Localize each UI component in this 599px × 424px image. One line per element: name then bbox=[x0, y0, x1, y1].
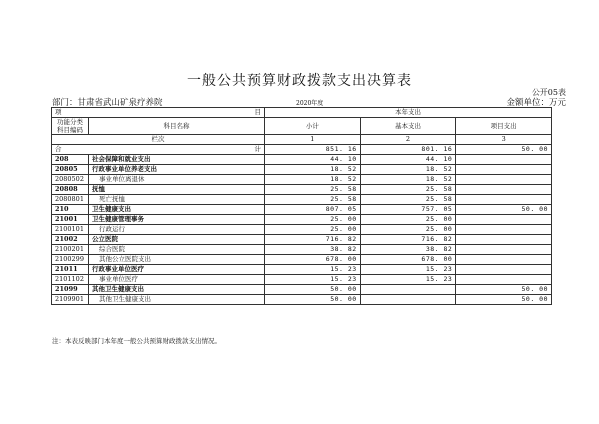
row-code: 20808 bbox=[52, 185, 89, 195]
year-label: 2020年度 bbox=[296, 100, 324, 107]
row-basic: 44. 10 bbox=[360, 155, 456, 165]
row-project bbox=[456, 225, 552, 235]
row-code: 2100101 bbox=[52, 225, 89, 235]
total-label-a: 合 bbox=[55, 145, 62, 153]
row-project: 50. 00 bbox=[456, 285, 552, 295]
row-basic bbox=[360, 285, 456, 295]
row-code: 21002 bbox=[52, 235, 89, 245]
total-label-cell bbox=[52, 145, 265, 155]
header-code-label-1: 功能分类 bbox=[56, 118, 83, 126]
row-subtotal: 25. 00 bbox=[265, 225, 361, 235]
row-basic: 757. 05 bbox=[360, 205, 456, 215]
row-name: 行政运行 bbox=[88, 225, 264, 235]
row-project bbox=[456, 275, 552, 285]
total-label-b: 计 bbox=[254, 145, 262, 153]
table-row bbox=[52, 245, 552, 255]
total-basic: 801. 16 bbox=[360, 145, 456, 155]
row-subtotal: 25. 00 bbox=[265, 215, 361, 225]
table-row bbox=[52, 215, 552, 225]
row-subtotal: 18. 52 bbox=[265, 165, 361, 175]
form-number: 公开05表 bbox=[531, 88, 566, 97]
table-row bbox=[52, 275, 552, 285]
row-project bbox=[456, 255, 552, 265]
row-basic: 25. 00 bbox=[360, 225, 456, 235]
total-subtotal: 851. 16 bbox=[265, 145, 361, 155]
row-code: 21099 bbox=[52, 285, 89, 295]
row-name: 卫生健康管理事务 bbox=[88, 215, 264, 225]
row-code: 21001 bbox=[52, 215, 89, 225]
row-code: 2109901 bbox=[52, 295, 89, 305]
table-row bbox=[52, 225, 552, 235]
row-name: 事业单位离退休 bbox=[88, 175, 264, 185]
table-row bbox=[52, 265, 552, 275]
row-basic: 18. 52 bbox=[360, 165, 456, 175]
row-name: 行政事业单位养老支出 bbox=[88, 165, 264, 175]
row-basic: 18. 52 bbox=[360, 175, 456, 185]
header-item: 项 bbox=[55, 108, 62, 116]
header-code-label-2: 科目编码 bbox=[56, 126, 83, 134]
row-project bbox=[456, 175, 552, 185]
row-subtotal: 50. 00 bbox=[265, 285, 361, 295]
row-project bbox=[456, 185, 552, 195]
department-label: 部门：甘肃省武山矿泉疗养院 bbox=[52, 98, 163, 108]
row-name: 其他卫生健康支出 bbox=[88, 285, 264, 295]
row-name: 行政事业单位医疗 bbox=[88, 265, 264, 275]
row-code: 208 bbox=[52, 155, 89, 165]
header-item-mark: 目 bbox=[254, 108, 262, 116]
row-subtotal: 25. 58 bbox=[265, 195, 361, 205]
header-row-2 bbox=[52, 118, 552, 135]
row-name: 死亡抚恤 bbox=[88, 195, 264, 205]
row-subtotal: 18. 52 bbox=[265, 175, 361, 185]
table-row bbox=[52, 185, 552, 195]
table-row bbox=[52, 195, 552, 205]
header-project: 项目支出 bbox=[456, 118, 552, 135]
row-project bbox=[456, 265, 552, 275]
row-code: 2080502 bbox=[52, 175, 89, 185]
row-basic: 15. 23 bbox=[360, 265, 456, 275]
unit-label: 金额单位：万元 bbox=[506, 98, 566, 108]
header-subtotal: 小计 bbox=[265, 118, 361, 135]
row-basic bbox=[360, 295, 456, 305]
table-row bbox=[52, 175, 552, 185]
table-row bbox=[52, 255, 552, 265]
row-name: 其他公立医院支出 bbox=[88, 255, 264, 265]
row-basic: 15. 23 bbox=[360, 275, 456, 285]
page-title: 一般公共预算财政拨款支出决算表 bbox=[187, 73, 412, 89]
table-row bbox=[52, 165, 552, 175]
row-code: 2100299 bbox=[52, 255, 89, 265]
row-subtotal: 716. 82 bbox=[265, 235, 361, 245]
row-project: 50. 00 bbox=[456, 205, 552, 215]
header-row-1 bbox=[52, 108, 552, 118]
row-code: 2101102 bbox=[52, 275, 89, 285]
total-project: 50. 00 bbox=[456, 145, 552, 155]
row-basic: 25. 58 bbox=[360, 195, 456, 205]
row-name: 综合医院 bbox=[88, 245, 264, 255]
row-name: 卫生健康支出 bbox=[88, 205, 264, 215]
row-subtotal: 678. 00 bbox=[265, 255, 361, 265]
footnote: 注：本表反映部门本年度一般公共预算财政拨款支出情况。 bbox=[52, 337, 221, 345]
header-item-cell bbox=[52, 108, 265, 118]
row-code: 2080801 bbox=[52, 195, 89, 205]
row-project bbox=[456, 165, 552, 175]
row-basic: 716. 82 bbox=[360, 235, 456, 245]
row-subtotal: 44. 10 bbox=[265, 155, 361, 165]
row-subtotal: 807. 05 bbox=[265, 205, 361, 215]
row-basic: 38. 82 bbox=[360, 245, 456, 255]
budget-table bbox=[51, 107, 552, 305]
table-row bbox=[52, 285, 552, 295]
row-name: 抚恤 bbox=[88, 185, 264, 195]
table-row bbox=[52, 295, 552, 305]
row-subtotal: 15. 23 bbox=[265, 275, 361, 285]
row-name: 其他卫生健康支出 bbox=[88, 295, 264, 305]
row-name: 事业单位医疗 bbox=[88, 275, 264, 285]
header-col-2: 2 bbox=[360, 135, 456, 145]
header-code-label bbox=[52, 118, 89, 135]
row-subtotal: 25. 58 bbox=[265, 185, 361, 195]
row-basic: 678. 00 bbox=[360, 255, 456, 265]
row-code: 21011 bbox=[52, 265, 89, 275]
header-basic: 基本支出 bbox=[360, 118, 456, 135]
row-project bbox=[456, 195, 552, 205]
row-subtotal: 50. 00 bbox=[265, 295, 361, 305]
row-project: 50. 00 bbox=[456, 295, 552, 305]
row-project bbox=[456, 245, 552, 255]
header-row-no: 栏次 bbox=[52, 135, 265, 145]
total-row bbox=[52, 145, 552, 155]
header-col-3: 3 bbox=[456, 135, 552, 145]
row-code: 210 bbox=[52, 205, 89, 215]
header-col-1: 1 bbox=[265, 135, 361, 145]
row-basic: 25. 00 bbox=[360, 215, 456, 225]
row-name: 公立医院 bbox=[88, 235, 264, 245]
header-current-year: 本年支出 bbox=[265, 108, 552, 118]
row-project bbox=[456, 235, 552, 245]
row-name: 社会保障和就业支出 bbox=[88, 155, 264, 165]
row-code: 20805 bbox=[52, 165, 89, 175]
row-subtotal: 38. 82 bbox=[265, 245, 361, 255]
table-row bbox=[52, 155, 552, 165]
header-subject-name: 科目名称 bbox=[88, 118, 264, 135]
table-row bbox=[52, 205, 552, 215]
row-project bbox=[456, 215, 552, 225]
row-code: 2100201 bbox=[52, 245, 89, 255]
header-row-3 bbox=[52, 135, 552, 145]
row-project bbox=[456, 155, 552, 165]
table-row bbox=[52, 235, 552, 245]
row-subtotal: 15. 23 bbox=[265, 265, 361, 275]
row-basic: 25. 58 bbox=[360, 185, 456, 195]
